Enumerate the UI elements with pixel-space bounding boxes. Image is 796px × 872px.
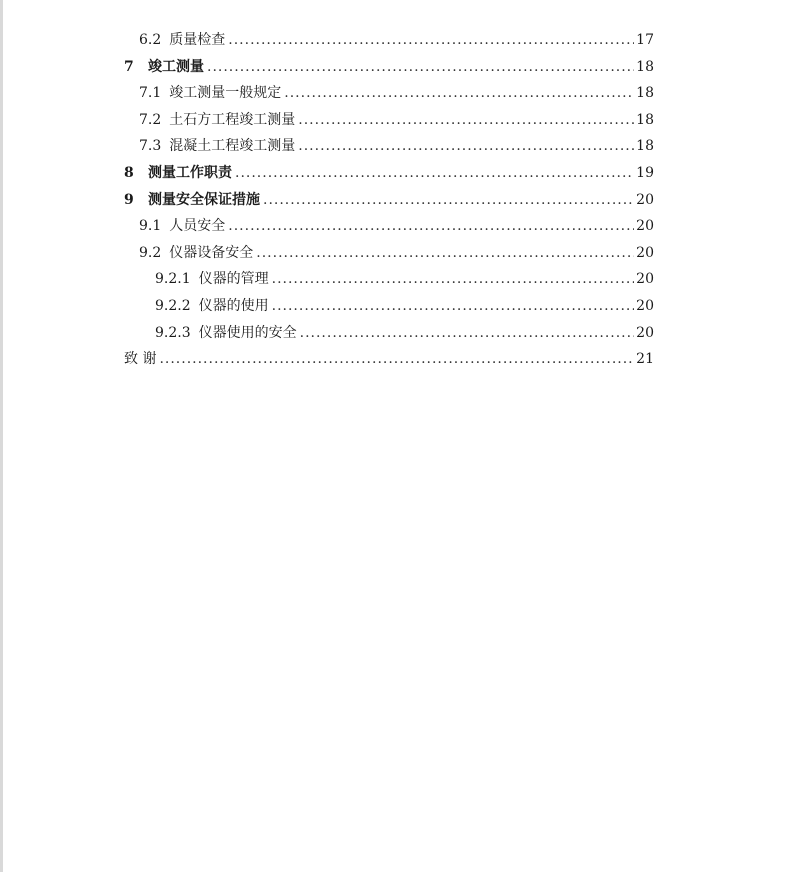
page-left-edge [0, 0, 3, 872]
toc-entry-title: 仪器使用的安全 [198, 324, 297, 341]
dot-leader [298, 107, 634, 134]
toc-entry-page: 18 [636, 58, 654, 75]
dot-leader [300, 320, 635, 347]
table-of-contents [124, 27, 654, 373]
toc-entry-page: 19 [636, 164, 654, 181]
toc-entry-number: 9.1 [139, 218, 162, 235]
toc-entry-7[interactable] [124, 54, 654, 81]
toc-entry-number: 8 [124, 164, 134, 181]
toc-entry-page: 20 [636, 324, 654, 341]
toc-entry-title: 质量检查 [169, 32, 226, 48]
dot-leader [272, 266, 635, 293]
dot-leader [284, 80, 634, 107]
toc-entry-number: 7.2 [139, 111, 162, 128]
toc-entry-title: 测量安全保证措施 [148, 191, 260, 208]
toc-entry-page: 20 [636, 297, 654, 314]
dot-leader [207, 54, 634, 81]
toc-entry-9-2[interactable] [124, 240, 654, 267]
dot-leader [263, 187, 634, 214]
dot-leader [256, 240, 634, 267]
toc-entry-title: 测量工作职责 [148, 164, 232, 181]
toc-entry-number: 9.2.2 [155, 297, 191, 314]
toc-entry-7-3[interactable] [124, 133, 654, 160]
toc-entry-number: 9.2 [139, 244, 162, 261]
toc-entry-number: 9 [124, 191, 134, 208]
toc-entry-9-2-3[interactable] [124, 320, 654, 347]
toc-entry-number: 7.3 [139, 138, 162, 155]
toc-entry-page: 18 [636, 138, 654, 155]
toc-entry-number: 9.2.1 [155, 271, 191, 288]
toc-entry-number: 7 [124, 58, 134, 75]
toc-entry-8[interactable] [124, 160, 654, 187]
toc-entry-title: 仪器的管理 [198, 271, 269, 288]
toc-entry-acknowledgements[interactable] [124, 346, 654, 373]
toc-entry-number: 9.2.3 [155, 324, 191, 341]
toc-entry-9-2-2[interactable] [124, 293, 654, 320]
toc-entry-9-2-1[interactable] [124, 266, 654, 293]
toc-entry-title: 仪器的使用 [198, 297, 269, 314]
dot-leader [228, 27, 634, 54]
toc-entry-9-1[interactable] [124, 213, 654, 240]
toc-entry-number: 6.2 [139, 32, 162, 48]
toc-entry-page: 20 [636, 244, 654, 261]
toc-entry-page: 20 [636, 271, 654, 288]
toc-entry-page: 17 [636, 32, 654, 48]
toc-entry-6-2[interactable] [124, 27, 654, 54]
dot-leader [235, 160, 634, 187]
toc-entry-9[interactable] [124, 187, 654, 214]
toc-entry-title: 混凝土工程竣工测量 [169, 138, 296, 155]
dot-leader [272, 293, 635, 320]
toc-entry-page: 20 [636, 218, 654, 235]
toc-entry-title: 人员安全 [169, 218, 226, 235]
dot-leader [298, 133, 634, 160]
toc-entry-number: 7.1 [139, 85, 162, 102]
toc-entry-title: 土石方工程竣工测量 [169, 111, 296, 128]
toc-entry-title: 竣工测量一般规定 [169, 85, 282, 102]
toc-entry-7-1[interactable] [124, 80, 654, 107]
toc-entry-page: 18 [636, 111, 654, 128]
toc-entry-page: 18 [636, 85, 654, 102]
dot-leader [159, 346, 634, 373]
toc-entry-title: 仪器设备安全 [169, 244, 254, 261]
toc-entry-page: 20 [636, 191, 654, 208]
toc-entry-title: 致 谢 [124, 351, 157, 368]
toc-entry-title: 竣工测量 [148, 58, 204, 75]
toc-entry-7-2[interactable] [124, 107, 654, 134]
toc-entry-page: 21 [636, 351, 654, 368]
dot-leader [228, 213, 634, 240]
